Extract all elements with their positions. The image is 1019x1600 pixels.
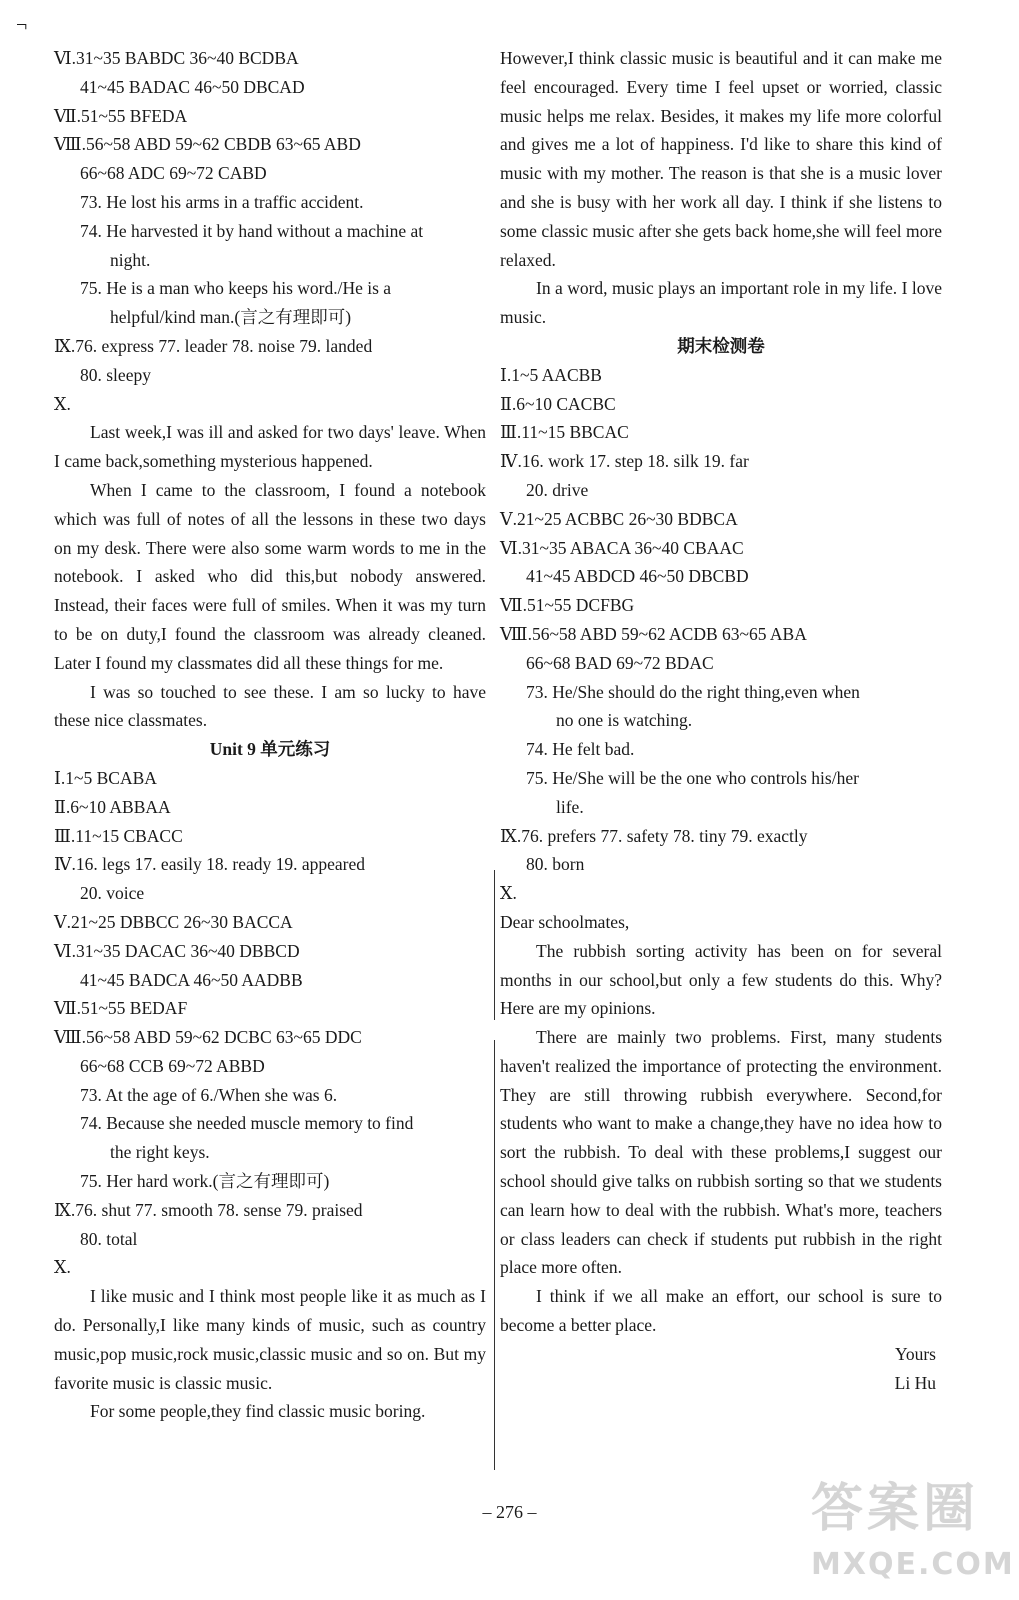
answer-line: Ⅹ.	[500, 883, 517, 904]
answer-line: 80. total	[80, 1228, 138, 1249]
answer-line: 73. He/She should do the right thing,even when	[526, 681, 860, 702]
paragraph: When I came to the classroom, I found a notebook which was full of notes of all the lessons in these two days on my desk. There were also some warm words to me in the notebook. I asked who did this,but nobody answered. Instead, their faces were full of smiles. When it was my turn to be on duty,I found the classroom was already cleaned. Later I found my classmates did all these things for me.	[54, 479, 486, 673]
final-exam-heading: 期末检测卷	[677, 335, 765, 356]
answer-line: Ⅵ.31~35 DACAC 36~40 DBBCD	[54, 940, 300, 961]
paragraph: I like music and I think most people like it as much as I do. Personally,I like many kinds of music, such as country music,pop music,rock music,classic music and so on. But my favorite music is classic music.	[54, 1286, 486, 1393]
answer-line: life.	[556, 796, 584, 817]
answer-line: the right keys.	[110, 1142, 210, 1163]
answer-line: Ⅵ.31~35 BABDC 36~40 BCDBA	[54, 48, 299, 68]
answer-line: Ⅸ.76. prefers 77. safety 78. tiny 79. exactly	[500, 825, 808, 846]
paragraph: However,I think classic music is beautiful and it can make me feel encouraged. Every time I feel upset or worried, classic music helps me relax. Besides, it makes my life more colorful and gives me a lot of happiness. I'd like to share this kind of music with my mother. The reason is that she is a music lover and she is busy with her work all day. I think if she listens to some classic music after she gets back home,she will feel more relaxed.	[500, 48, 942, 270]
answer-line: Ⅸ.76. shut 77. smooth 78. sense 79. praised	[54, 1199, 363, 1220]
answer-line: 20. voice	[80, 883, 145, 904]
column-divider	[494, 870, 495, 1020]
answer-line: 74. He felt bad.	[526, 739, 635, 760]
answer-line: 73. At the age of 6./When she was 6.	[80, 1084, 338, 1105]
answer-line: Ⅸ.76. express 77. leader 78. noise 79. landed	[54, 335, 373, 356]
left-essay-1	[54, 418, 486, 735]
letter-body	[500, 937, 942, 1340]
answer-line: Ⅳ.16. legs 17. easily 18. ready 19. appeared	[54, 854, 366, 875]
watermark-logo	[811, 1466, 1015, 1586]
answer-line: Ⅱ.6~10 CACBC	[500, 393, 616, 414]
answer-line: no one is watching.	[556, 710, 693, 731]
letter-signature: Li Hu	[894, 1372, 936, 1393]
right-answer-block	[500, 361, 942, 937]
answer-line: 66~68 ADC 69~72 CABD	[80, 163, 267, 184]
answer-line: Ⅲ.11~15 BBCAC	[500, 422, 629, 443]
right-essay-2-continued	[500, 44, 942, 332]
answer-line: Ⅶ.51~55 BFEDA	[54, 105, 188, 126]
answer-line: Ⅶ.51~55 BEDAF	[54, 998, 188, 1019]
answer-line: 75. Her hard work.(言之有理即可)	[80, 1171, 330, 1192]
answer-line: Ⅰ.1~5 BCABA	[54, 767, 157, 788]
watermark-url: MXQE.COM	[811, 1547, 1015, 1582]
left-column	[54, 44, 486, 1426]
answer-line: 80. sleepy	[80, 364, 151, 385]
watermark-text: 答案圈	[811, 1479, 980, 1539]
page-number: – 276 –	[482, 1502, 537, 1522]
answer-line: 74. He harvested it by hand without a machine at	[80, 220, 424, 241]
answer-line: Ⅹ.	[54, 393, 71, 414]
answer-line: 66~68 CCB 69~72 ABBD	[80, 1055, 265, 1076]
answer-line: Ⅱ.6~10 ABBAA	[54, 796, 171, 817]
answer-line: Ⅷ.56~58 ABD 59~62 CBDB 63~65 ABD	[54, 134, 361, 155]
answer-line: 66~68 BAD 69~72 BDAC	[526, 652, 714, 673]
answer-line: Ⅴ.21~25 ACBBC 26~30 BDBCA	[500, 508, 738, 529]
answer-line: Ⅰ.1~5 AACBB	[500, 364, 602, 385]
left-essay-2	[54, 1282, 486, 1426]
answer-line: Ⅵ.31~35 ABACA 36~40 CBAAC	[500, 537, 744, 558]
paragraph: For some people,they find classic music boring.	[90, 1401, 426, 1422]
answer-line: Ⅳ.16. work 17. step 18. silk 19. far	[500, 451, 749, 472]
left-answer-block-b	[54, 764, 486, 1282]
answer-line: Ⅲ.11~15 CBACC	[54, 825, 183, 846]
column-divider	[494, 1040, 495, 1470]
answer-line: 75. He/She will be the one who controls his/her	[526, 767, 859, 788]
corner-mark: ¬	[16, 14, 28, 36]
answer-line: Ⅷ.56~58 ABD 59~62 ACDB 63~65 ABA	[500, 623, 807, 644]
paragraph: The rubbish sorting activity has been on for several months in our school,but only a few students do this. Why? Here are my opinions.	[500, 940, 942, 1019]
letter-closing: Yours	[894, 1343, 936, 1364]
answer-line: 75. He is a man who keeps his word./He is a	[80, 278, 392, 299]
answer-line: Ⅷ.56~58 ABD 59~62 DCBC 63~65 DDC	[54, 1027, 362, 1048]
right-column	[500, 44, 942, 1397]
answer-line: Ⅴ.21~25 DBBCC 26~30 BACCA	[54, 911, 293, 932]
answer-line: 74. Because she needed muscle memory to find	[80, 1113, 414, 1134]
answer-line: helpful/kind man.(言之有理即可)	[110, 307, 352, 328]
answer-line: 41~45 BADCA 46~50 AADBB	[80, 969, 303, 990]
answer-line: night.	[110, 249, 151, 270]
answer-line: Ⅹ.	[54, 1257, 71, 1278]
left-answer-block-a	[54, 44, 486, 418]
paragraph: I think if we all make an effort, our school is sure to become a better place.	[500, 1286, 942, 1336]
paragraph: In a word, music plays an important role in my life. I love music.	[500, 278, 942, 328]
answer-line: Dear schoolmates,	[500, 911, 630, 932]
answer-line: 41~45 ABDCD 46~50 DBCBD	[526, 566, 749, 587]
paragraph: There are mainly two problems. First, many students haven't realized the importance of protecting the environment. They are still throwing rubbish everywhere. Second,for students who want to make a change,they have no idea how to sort the rubbish. To deal with these problems,I suggest our school should give talks on rubbish sorting so that we students can learn how to deal with the rubbish. What's more, teachers or class leaders can check if students put rubbish in the right place more often.	[500, 1027, 942, 1278]
answer-line: 80. born	[526, 854, 585, 875]
paragraph: Last week,I was ill and asked for two days' leave. When I came back,something mysterious happened.	[54, 422, 486, 472]
answer-line: 41~45 BADAC 46~50 DBCAD	[80, 76, 305, 97]
answer-line: 73. He lost his arms in a traffic accident.	[80, 191, 364, 212]
unit9-heading: Unit 9 单元练习	[209, 739, 331, 760]
answer-line: Ⅶ.51~55 DCFBG	[500, 595, 635, 616]
paragraph: I was so touched to see these. I am so lucky to have these nice classmates.	[54, 681, 486, 731]
answer-line: 20. drive	[526, 479, 589, 500]
